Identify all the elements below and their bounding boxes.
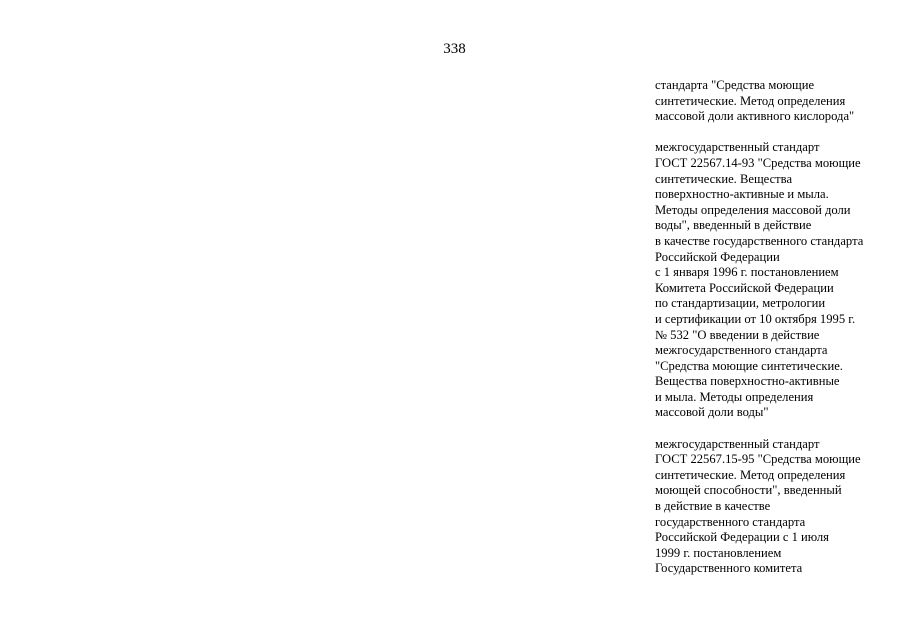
paragraph-3: [655, 437, 895, 577]
text-line: воды", введенный в действие: [655, 218, 812, 233]
text-line: синтетические. Метод определения: [655, 93, 846, 108]
text-line: в качестве государственного стандарта: [655, 233, 864, 248]
text-line: Вещества поверхностно-активные: [655, 374, 840, 389]
text-line: и мыла. Методы определения: [655, 389, 814, 404]
text-line: Государственного комитета: [655, 561, 803, 576]
text-line: ГОСТ 22567.15-95 "Средства моющие: [655, 452, 861, 467]
text-line: межгосударственного стандарта: [655, 343, 828, 358]
text-line: моющей способности", введенный: [655, 483, 842, 498]
text-line: межгосударственный стандарт: [655, 140, 820, 155]
text-line: синтетические. Вещества: [655, 171, 793, 186]
text-line: по стандартизации, метрологии: [655, 296, 826, 311]
text-line: "Средства моющие синтетические.: [655, 358, 843, 373]
text-line: ГОСТ 22567.14-93 "Средства моющие: [655, 155, 861, 170]
text-line: стандарта "Средства моющие: [655, 78, 815, 92]
text-column: [655, 78, 895, 593]
text-line: Методы определения массовой доли: [655, 202, 851, 217]
paragraph-1: [655, 78, 895, 125]
text-line: массовой доли активного кислорода": [655, 109, 855, 124]
page-number: 338: [443, 41, 466, 57]
text-line: Российской Федерации: [655, 249, 780, 264]
text-line: поверхностно-активные и мыла.: [655, 187, 829, 202]
text-line: 1999 г. постановлением: [655, 545, 782, 560]
text-line: массовой доли воды": [655, 405, 769, 420]
text-line: государственного стандарта: [655, 514, 806, 529]
text-line: с 1 января 1996 г. постановлением: [655, 265, 839, 280]
text-line: № 532 "О введении в действие: [655, 327, 820, 342]
text-line: в действие в качестве: [655, 499, 771, 514]
paragraph-2: [655, 140, 895, 421]
text-line: и сертификации от 10 октября 1995 г.: [655, 311, 856, 326]
text-line: межгосударственный стандарт: [655, 436, 820, 451]
text-line: синтетические. Метод определения: [655, 467, 846, 482]
text-line: Комитета Российской Федерации: [655, 280, 834, 295]
text-line: Российской Федерации с 1 июля: [655, 530, 829, 545]
